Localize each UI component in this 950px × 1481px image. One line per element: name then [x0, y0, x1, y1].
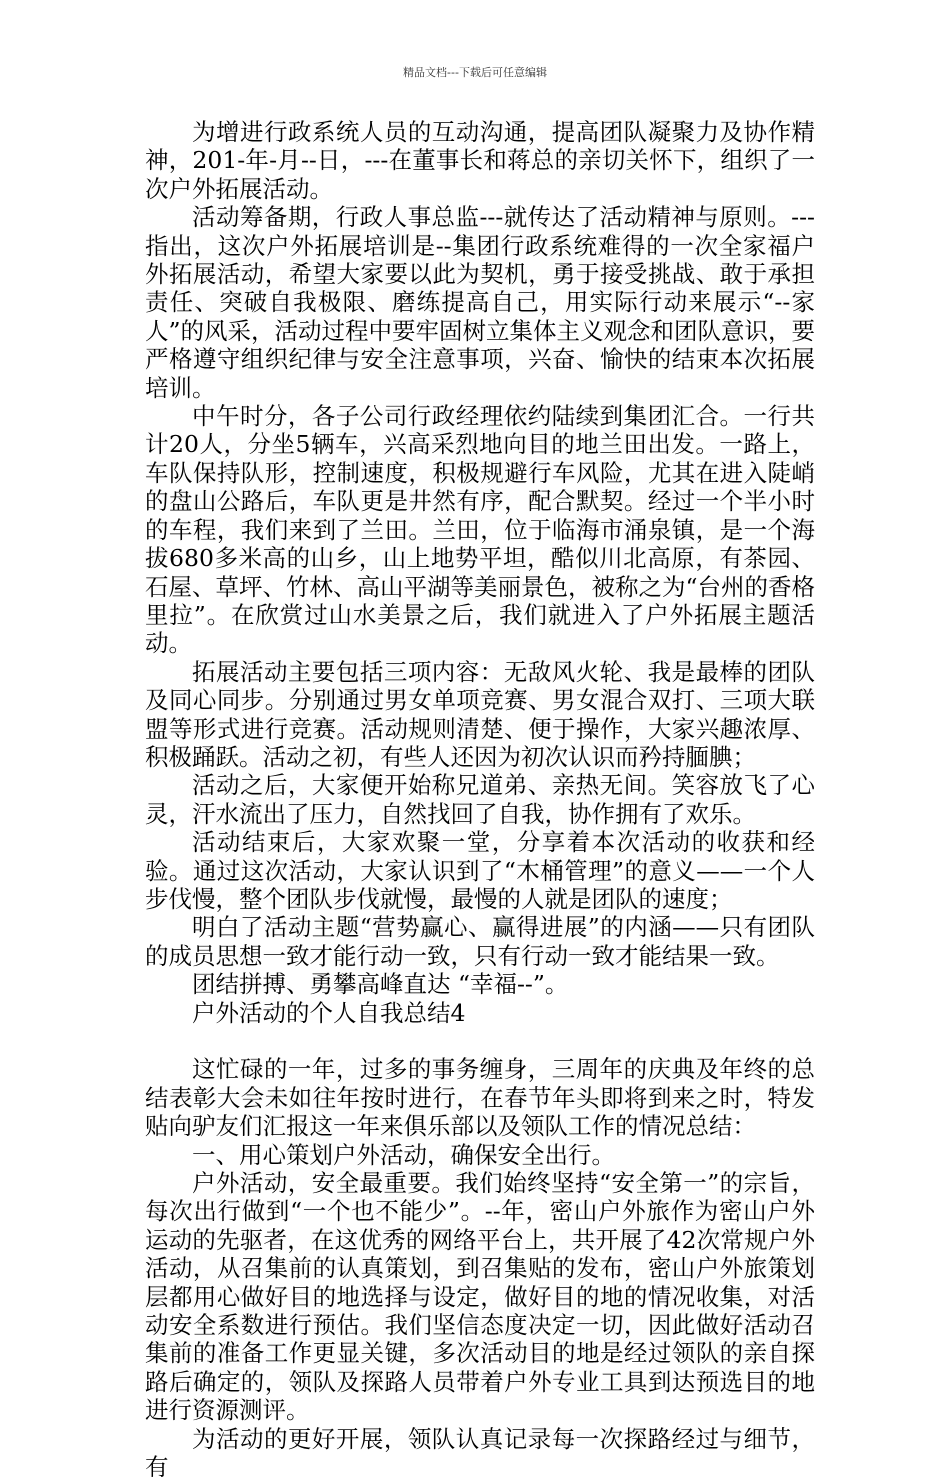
- paragraph: 中午时分，各子公司行政经理依约陆续到集团汇合。一行共计20人，分坐5辆车，兴高采烈地向目的地兰田出发。一路上，车队保持队形，控制速度，积极规避行车风险，尤其在进入陡峭的盘山公路后，车队更是井然有序，配合默契。经过一个半小时的车程，我们来到了兰田。兰田，位于临海市涌泉镇，是一个海拔680多米高的山乡，山上地势平坦，酷似川北高原，有茶园、石屋、草坪、竹林、高山平湖等美丽景色，被称之为“台州的香格里拉”。在欣赏过山水美景之后，我们就进入了户外拓展主题活动。: [145, 402, 816, 658]
- paragraph: 团结拼搏、勇攀高峰直达 “幸福--”。: [192, 970, 569, 999]
- paragraph: 拓展活动主要包括三项内容：无敌风火轮、我是最棒的团队及同心同步。分别通过男女单项竞赛、男女混合双打、三项大联盟等形式进行竞赛。活动规则清楚、便于操作，大家兴趣浓厚、积极踊跃。活动之初，有些人还因为初次认识而矜持腼腆；: [145, 657, 815, 771]
- paragraph: 户外活动，安全最重要。我们始终坚持“安全第一”的宗旨，每次出行做到“一个也不能少”。--年，密山户外旅作为密山户外运动的先驱者，在这优秀的网络平台上，共开展了42次常规户外活动，从召集前的认真策划，到召集贴的发布，密山户外旅策划层都用心做好目的地选择与设定，做好目的地的情况收集，对活动安全系数进行预估。我们坚信态度决定一切，因此做好活动召集前的准备工作更显关键，多次活动目的地是经过领队的亲自探路后确定的，领队及探路人员带着户外专业工具到达预选目的地进行资源测评。: [145, 1169, 815, 1425]
- paragraph: 为增进行政系统人员的互动沟通，提高团队凝聚力及协作精神，201-年-月--日，---在董事长和蒋总的亲切关怀下，组织了一次户外拓展活动。: [145, 118, 815, 203]
- paragraph: 明白了活动主题“营势赢心、赢得进展”的内涵——只有团队的成员思想一致才能行动一致，只有行动一致才能结果一致。: [145, 913, 815, 970]
- section-title: 户外活动的个人自我总结4: [192, 998, 466, 1027]
- paragraph: 为活动的更好开展，领队认真记录每一次探路经过与细节，有: [145, 1424, 815, 1481]
- document-body: [145, 118, 815, 1481]
- blank-line: [145, 1027, 815, 1055]
- paragraph: 活动之后，大家便开始称兄道弟、亲热无间。笑容放飞了心灵，汗水流出了压力，自然找回了自我，协作拥有了欢乐。: [145, 771, 815, 828]
- page-header: 精品文档---下载后可任意编辑: [403, 66, 547, 79]
- paragraph: 这忙碌的一年，过多的事务缠身，三周年的庆典及年终的总结表彰大会未如往年按时进行，在春节年头即将到来之时，特发贴向驴友们汇报这一年来俱乐部以及领队工作的情况总结：: [145, 1055, 815, 1141]
- paragraph: 活动筹备期，行政人事总监---就传达了活动精神与原则。---指出，这次户外拓展培训是--集团行政系统难得的一次全家福户外拓展活动，希望大家要以此为契机，勇于接受挑战、敢于承担责任、突破自我极限、磨练提高自己，用实际行动来展示“--家人”的风采，活动过程中要牢固树立集体主义观念和团队意识，要严格遵守组织纪律与安全注意事项，兴奋、愉快的结束本次拓展培训。: [145, 203, 816, 402]
- paragraph: 一、用心策划户外活动，确保安全出行。: [192, 1140, 615, 1169]
- paragraph: 活动结束后，大家欢聚一堂，分享着本次活动的收获和经验。通过这次活动，大家认识到了“木桶管理”的意义——一个人步伐慢，整个团队步伐就慢，最慢的人就是团队的速度；: [145, 828, 815, 913]
